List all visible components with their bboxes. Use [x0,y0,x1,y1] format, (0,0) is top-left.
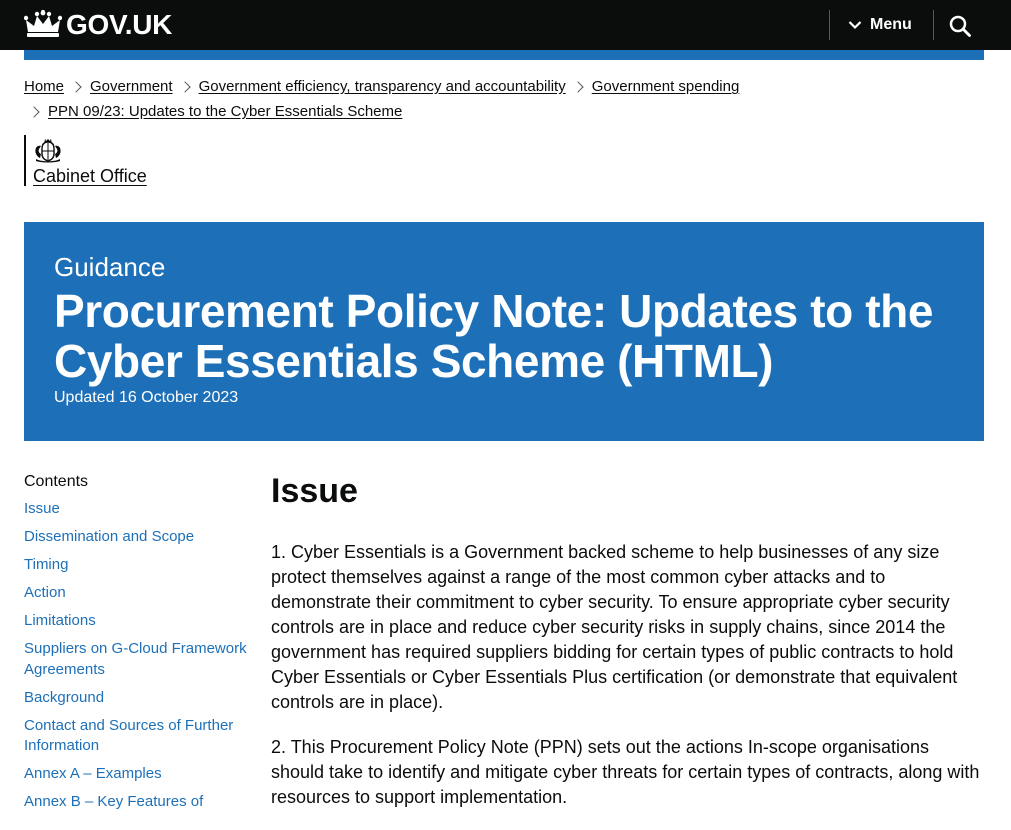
header-divider [933,10,934,40]
contents-sidebar [24,473,249,820]
organisation-link[interactable]: Cabinet Office [33,166,147,186]
contents-link-annex-b[interactable]: Annex B – Key Features of [24,793,204,810]
body-paragraph: 1. Cyber Essentials is a Government backed scheme to help businesses of any size protect themselves against a range of the most common cyber attacks and to demonstrate their commitment to cyber security. To ensure appropriate cyber security controls are in place and reduce cyber security risks in supply chains, since 2014 the government has required suppliers bidding for certain types of public contracts to hold Cyber Essentials or Cyber Essentials Plus certification (or demonstrate that equivalent controls are in place). [271,542,958,712]
contents-list [24,499,249,813]
menu-label: Menu [870,16,912,33]
chevron-right-icon [179,81,190,92]
breadcrumb-row [24,99,984,124]
breadcrumb-row [24,74,984,99]
breadcrumb [24,74,984,124]
chevron-right-icon [70,81,81,92]
section-heading: Issue [271,472,358,510]
contents-item [24,639,249,680]
contents-link-issue[interactable]: Issue [24,500,60,517]
contents-link-contact[interactable]: Contact and Sources of Further Information [24,716,234,754]
contents-item [24,527,249,548]
contents-link-dissemination[interactable]: Dissemination and Scope [24,528,195,545]
page-title: Procurement Policy Note: Updates to the Cyber Essentials Scheme (HTML) [54,285,933,387]
contents-item [24,583,249,604]
organisation-logo [24,135,147,186]
breadcrumb-government-spending[interactable]: Government spending [591,78,740,95]
chevron-down-icon [848,18,862,32]
header-blue-stripe [24,50,984,60]
contents-link-limitations[interactable]: Limitations [24,612,96,629]
contents-item [24,499,249,520]
contents-item [24,716,249,757]
chevron-right-icon [28,106,39,117]
contents-item [24,555,249,576]
contents-link-action[interactable]: Action [24,584,66,601]
crown-icon [24,10,62,40]
breadcrumb-home[interactable]: Home [24,78,65,95]
govuk-logo-link[interactable] [24,9,172,41]
contents-link-annex-a[interactable]: Annex A – Examples [24,765,162,782]
contents-link-g-cloud[interactable]: Suppliers on G-Cloud Framework Agreements [24,640,247,678]
contents-item [24,764,249,785]
title-banner [24,222,984,441]
contents-item [24,792,249,813]
menu-button[interactable] [848,12,912,38]
contents-item [24,688,249,709]
search-button[interactable] [946,12,974,40]
body-paragraph: 2. This Procurement Policy Note (PPN) sets out the actions In-scope organisations should take to identify and mitigate cyber threats for certain types of contracts, along with resources to support implementation. [271,737,980,807]
royal-coat-of-arms-icon [33,137,63,163]
header-divider [829,10,830,40]
contents-link-background[interactable]: Background [24,688,105,706]
updated-date: Updated 16 October 2023 [54,389,239,406]
contents-title: Contents [24,473,89,490]
main-content [271,470,981,830]
breadcrumb-government-efficiency[interactable]: Government efficiency, transparency and accountability [198,78,566,95]
breadcrumb-current-page[interactable]: PPN 09/23: Updates to the Cyber Essentials Scheme [48,103,403,120]
site-header [0,0,1011,50]
breadcrumb-government[interactable]: Government [90,78,173,95]
contents-item [24,611,249,632]
chevron-right-icon [572,81,583,92]
document-type: Guidance [54,252,166,282]
contents-link-timing[interactable]: Timing [24,556,69,573]
govuk-logo-text: GOV.UK [66,9,173,40]
search-icon [949,15,971,37]
